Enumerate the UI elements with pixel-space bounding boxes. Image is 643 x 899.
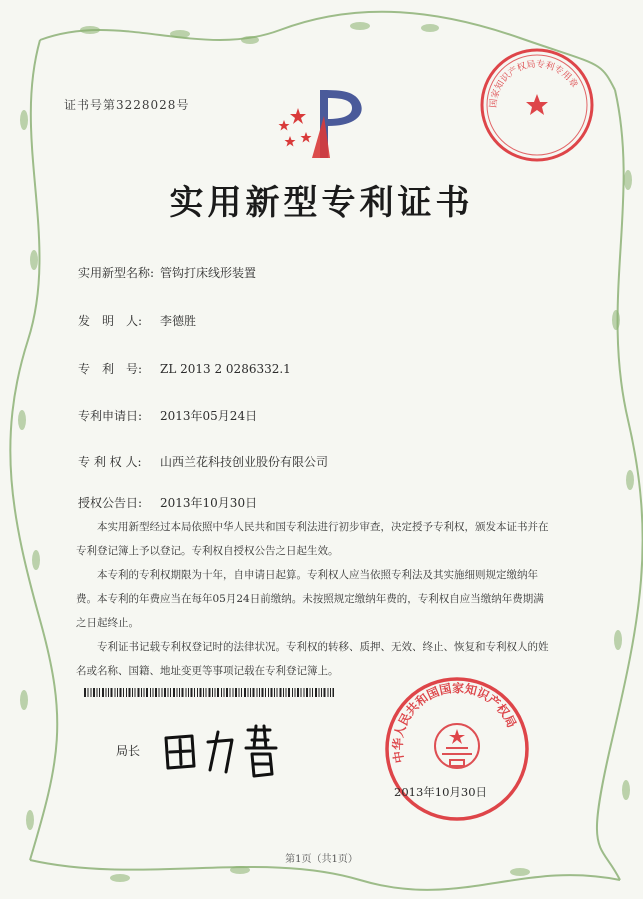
body-paragraph: 专利证书记载专利权登记时的法律状况。专利权的转移、质押、无效、终止、恢复和专利权人的姓名或名称、国籍、地址变更等事项记载在专利登记簿上。: [76, 641, 549, 677]
field-inventor-label: 发 明 人:: [78, 314, 143, 328]
barcode-bar: [179, 688, 180, 697]
barcode-bar: [84, 688, 86, 697]
barcode-bar: [253, 688, 255, 697]
issue-date: 2013年10月30日: [394, 785, 488, 799]
barcode-bar: [138, 688, 140, 697]
seal-top-text: 国家知识产权局专利专用章: [488, 59, 579, 109]
field-patentee-label: 专 利 权 人:: [78, 455, 142, 469]
barcode-bar: [265, 688, 266, 697]
field-patent-number: [78, 360, 291, 377]
barcode-bar: [115, 688, 116, 697]
barcode-bar: [155, 688, 157, 697]
field-name: [78, 264, 256, 281]
barcode-bar: [164, 688, 166, 697]
field-patentee: [78, 453, 328, 470]
barcode-bar: [97, 688, 98, 697]
barcode: [84, 688, 334, 697]
barcode-bar: [230, 688, 231, 697]
barcode-bar: [235, 688, 237, 697]
barcode-bar: [280, 688, 282, 697]
field-name-label: 实用新型名称:: [78, 266, 155, 280]
barcode-bar: [277, 688, 278, 697]
barcode-bar: [262, 688, 264, 697]
field-grant-date-label: 授权公告日:: [78, 496, 143, 510]
field-grant-date: [78, 494, 257, 511]
barcode-bar: [182, 688, 184, 697]
star-icon: [279, 108, 312, 147]
barcode-bar: [162, 688, 163, 697]
director-signature: [158, 718, 288, 782]
barcode-bar: [197, 688, 198, 697]
barcode-bar: [150, 688, 151, 697]
page-footer: 第1页（共1页）: [285, 854, 358, 865]
barcode-bar: [153, 688, 154, 697]
barcode-bar: [209, 688, 211, 697]
barcode-bar: [324, 688, 326, 697]
barcode-bar: [144, 688, 145, 697]
barcode-bar: [194, 688, 195, 697]
barcode-bar: [108, 688, 109, 697]
barcode-bar: [315, 688, 317, 697]
field-filing-date: [78, 407, 257, 424]
barcode-bar: [146, 688, 148, 697]
barcode-bar: [129, 688, 131, 697]
barcode-bar: [173, 688, 175, 697]
barcode-bar: [310, 688, 311, 697]
barcode-bar: [295, 688, 296, 697]
field-grant-date-value: 2013年10月30日: [160, 496, 258, 510]
barcode-bar: [286, 688, 287, 697]
barcode-bar: [257, 688, 258, 697]
barcode-bar: [217, 688, 219, 697]
barcode-bar: [135, 688, 136, 697]
barcode-bar: [93, 688, 95, 697]
barcode-bar: [328, 688, 329, 697]
barcode-bar: [126, 688, 127, 697]
field-name-value: 管钩打床线形装置: [160, 266, 257, 280]
body-paragraph: 本实用新型经过本局依照中华人民共和国专利法进行初步审查，决定授予专利权，颁发本证书并在专利登记簿上予以登记。专利权自授权公告之日起生效。: [76, 521, 549, 557]
barcode-bar: [159, 688, 160, 697]
barcode-bar: [312, 688, 313, 697]
barcode-bar: [271, 688, 273, 697]
field-patent-number-value: ZL 2013 2 0286332.1: [160, 362, 291, 376]
barcode-bar: [321, 688, 322, 697]
barcode-bar: [233, 688, 234, 697]
barcode-bar: [330, 688, 331, 697]
barcode-bar: [224, 688, 225, 697]
barcode-bar: [244, 688, 246, 697]
barcode-bar: [268, 688, 269, 697]
barcode-bar: [259, 688, 260, 697]
body-paragraph: 本专利的专利权期限为十年，自申请日起算。专利权人应当依照专利法及其实施细则规定缴纳年费。本专利的年费应当在每年05月24日前缴纳。未按照规定缴纳年费的，专利权自应当缴纳年费期满之日起终止。: [76, 569, 544, 629]
certificate-body: [76, 515, 554, 683]
barcode-bar: [99, 688, 100, 697]
barcode-bar: [288, 688, 290, 697]
director-title: 局长: [116, 744, 141, 758]
field-filing-date-value: 2013年05月24日: [160, 409, 258, 423]
barcode-bar: [274, 688, 275, 697]
field-patent-number-label: 专 利 号:: [78, 362, 143, 376]
barcode-bar: [241, 688, 242, 697]
field-inventor-value: 李德胜: [160, 314, 197, 328]
barcode-bar: [91, 688, 92, 697]
barcode-bar: [239, 688, 240, 697]
barcode-bar: [283, 688, 284, 697]
barcode-bar: [248, 688, 249, 697]
barcode-bar: [141, 688, 142, 697]
barcode-bar: [88, 688, 89, 697]
field-filing-date-label: 专利申请日:: [78, 409, 143, 423]
barcode-bar: [297, 688, 299, 697]
barcode-bar: [186, 688, 187, 697]
barcode-bar: [292, 688, 293, 697]
barcode-bar: [250, 688, 251, 697]
barcode-bar: [333, 688, 335, 697]
barcode-bar: [212, 688, 213, 697]
office-seal-bottom: [382, 674, 532, 824]
barcode-bar: [221, 688, 222, 697]
barcode-bar: [123, 688, 124, 697]
barcode-bar: [200, 688, 202, 697]
barcode-bar: [132, 688, 133, 697]
barcode-bar: [206, 688, 207, 697]
patent-seal-top: [478, 46, 596, 164]
barcode-bar: [191, 688, 193, 697]
barcode-bar: [319, 688, 320, 697]
barcode-bar: [168, 688, 169, 697]
barcode-bar: [188, 688, 189, 697]
barcode-bar: [306, 688, 308, 697]
barcode-bar: [120, 688, 122, 697]
barcode-bar: [117, 688, 118, 697]
barcode-bar: [215, 688, 216, 697]
barcode-bar: [301, 688, 302, 697]
barcode-bar: [111, 688, 113, 697]
field-inventor: [78, 312, 196, 329]
barcode-bar: [203, 688, 204, 697]
barcode-bar: [177, 688, 178, 697]
barcode-bar: [226, 688, 228, 697]
field-patentee-value: 山西兰花科技创业股份有限公司: [160, 455, 329, 469]
barcode-bar: [106, 688, 107, 697]
page-title: 实用新型专利证书: [169, 183, 474, 223]
certificate-number: 证书号第3228028号: [64, 98, 190, 112]
seal-bottom-text: 中华人民共和国国家知识产权局: [390, 681, 519, 764]
barcode-bar: [170, 688, 171, 697]
patent-office-logo: [268, 86, 380, 160]
barcode-bar: [304, 688, 305, 697]
barcode-bar: [102, 688, 104, 697]
